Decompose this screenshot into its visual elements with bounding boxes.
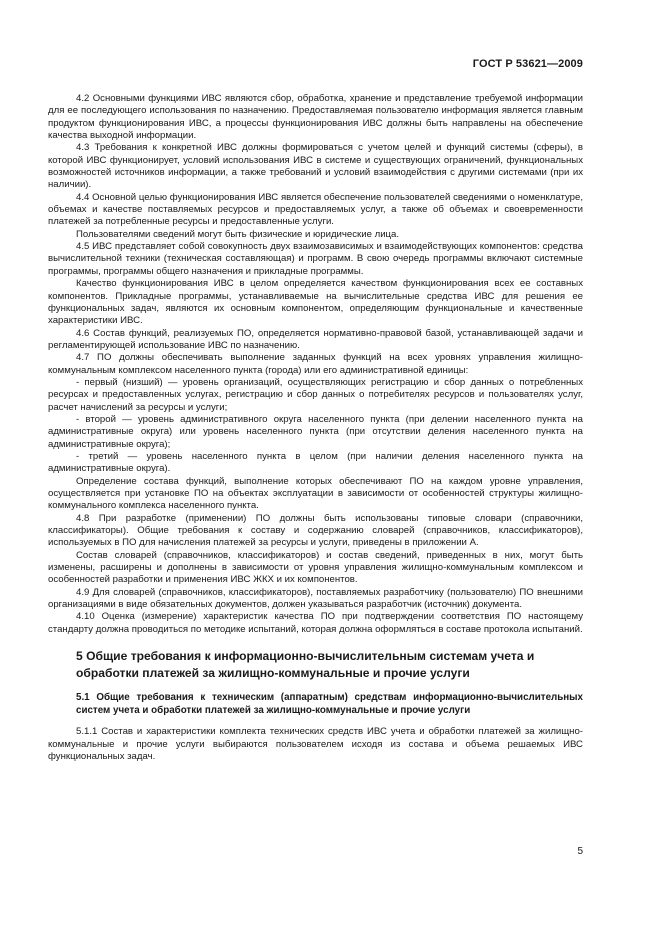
paragraph-quality: Качество функционирования ИВС в целом определяется качеством функционирования всех ее составных компонентов. Прикладные программы, устанавливаемые на вычислительные средства ИВС для решения ее функциональных задач, являются их основным компонентом, определяющим функциональные и качественные характеристики ИВС. [48, 278, 583, 327]
paragraph-dictionaries: Состав словарей (справочников, классификаторов) и состав сведений, приведенных в них, могут быть изменены, расширены и дополнены в зависимости от уровня управления жилищно-коммунальным комплексом и особенностей разработки и применения ИВС ЖКХ и их компонентов. [48, 549, 583, 586]
paragraph-4-9: 4.9 Для словарей (справочников, классификаторов), поставляемых разработчику (пользователю) ПО внешними организациями в виде обязательных документов, должен указываться разработчик (источник) документа. [48, 586, 583, 611]
section-5-title: 5 Общие требования к информационно-вычислительным системам учета и обработки платежей за жилищно-коммунальные и прочие услуги [76, 649, 535, 681]
paragraph-4-3: 4.3 Требования к конкретной ИВС должны формироваться с учетом целей и функций системы (сферы), в которой ИВС функционирует, условий использования ИВС в системе и существующих ограничений, функциональных возможностей источников информации, а также требований и условий взаимодействия с другими системами (при их наличии). [48, 142, 583, 191]
paragraph-5-1-1: 5.1.1 Состав и характеристики комплекта технических средств ИВС учета и обработки платежей за жилищно-коммунальные и прочие услуги выбираются пользователем исходя из состава и объема решаемых ИВС функциональных задач. [48, 726, 583, 762]
paragraph-users: Пользователями сведений могут быть физические и юридические лица. [76, 228, 400, 240]
paragraph-4-2: 4.2 Основными функциями ИВС являются сбор, обработка, хранение и представление требуемой информации для ее последующего использования по назначению. Предоставляемая пользователю информация является главным продуктом функционирования ИВС, а процессы функционирования ИВС должны быть направлены на обеспечение качества выходной информации. [48, 93, 583, 142]
paragraph-4-7: 4.7 ПО должны обеспечивать выполнение заданных функций на всех уровнях управления жилищно-коммунальным комплексом населенного пункта (города) или его административной единицы: [48, 352, 583, 376]
list-item-level-1: - первый (низший) — уровень организаций, осуществляющих регистрацию и сбор данных о потребленных ресурсах и предоставленных услугах, регистрацию и сбор данных о потребителях ресурсов и пользователях услуг, расчет начислений за ресурсы и услуги; [48, 376, 583, 413]
paragraph-4-10: 4.10 Оценка (измерение) характеристик качества ПО при подтверждении соответствия ПО настоящему стандарту должна проводиться по методике испытаний, которая должна оформляться в составе протокола испытаний. [48, 611, 583, 635]
paragraph-4-4: 4.4 Основной целью функционирования ИВС является обеспечение пользователей сведениями о номенклатуре, объемах и качестве поставляемых ресурсов и предоставляемых услуг, а также об объемах и своевременности платежей за потребленные ресурсы и предоставленные услуги. [48, 191, 583, 228]
list-item-level-2: - второй — уровень административного округа населенного пункта (при делении населенного пункта на административные округа) или уровень населенного пункта (при отсутствии деления населенного пункта на административные округа); [48, 413, 583, 450]
paragraph-4-8: 4.8 При разработке (применении) ПО должны быть использованы типовые словари (справочники, классификаторы). Общие требования к составу и содержанию словарей (справочников, классификаторов), используемых в ПО для начисления платежей за ресурсы и услуги, приведены в приложении А. [48, 512, 583, 549]
paragraph-4-6: 4.6 Состав функций, реализуемых ПО, определяется нормативно-правовой базой, устанавливающей задачи и регламентирующей использование ИВС по назначению. [48, 327, 583, 351]
document-code-header: ГОСТ Р 53621—2009 [472, 58, 583, 70]
document-body [48, 93, 583, 763]
paragraph-4-5: 4.5 ИВС представляет собой совокупность двух взаимозависимых и взаимодействующих компонентов: средства вычислительной техники (техническая составляющая) и программ. В свою очередь программы включают системные программы, программы общего назначения и прикладные программы. [48, 241, 583, 277]
subsection-5-1-title: 5.1 Общие требования к техническим (аппаратным) средствам информационно-вычислительных систем учета и обработки платежей за жилищно-коммунальные и прочие услуги [76, 692, 583, 716]
page-number: 5 [577, 846, 583, 857]
list-item-level-3: - третий — уровень населенного пункта в целом (при наличии деления населенного пункта на административные округа). [48, 450, 583, 475]
paragraph-functions-definition: Определение состава функций, выполнение которых обеспечивают ПО на каждом уровне управления, осуществляется при установке ПО на объектах эксплуатации в зависимости от особенностей структуры жилищно-коммунального комплекса населенного пункта. [48, 475, 583, 512]
